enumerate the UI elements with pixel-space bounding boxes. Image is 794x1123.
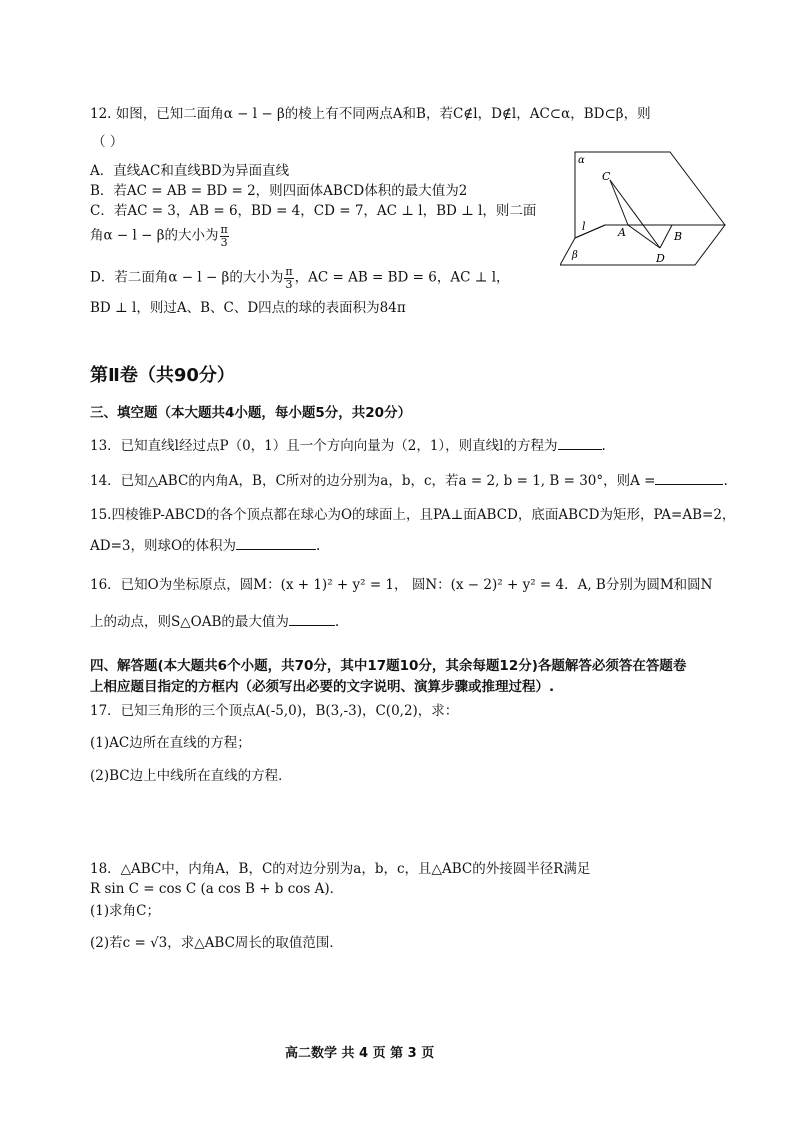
q12-option-c-text: 角α − l − β的大小为 [90, 227, 219, 244]
q12-stem: 12. 如图，已知二面角α − l − β的棱上有不同两点A和B，若C∉l，D∉l，AC⊂α，BD⊂β，则 [90, 106, 651, 122]
answer-blank [236, 548, 316, 550]
label-l: l [582, 220, 586, 233]
label-alpha: α [578, 155, 585, 166]
q13: 13．已知直线l经过点P（0，1）且一个方向向量为（2，1），则直线l的方程为 . [90, 438, 606, 454]
q15-text: AD=3，则球O的体积为 [90, 538, 237, 554]
label-a: A [618, 226, 626, 239]
section-title: 第Ⅱ卷（共90分） [90, 365, 235, 386]
segment-ca [610, 180, 628, 225]
segment-bd [660, 225, 672, 248]
q14: 14．已知△ABC的内角A，B，C所对的边分别为a，b，c，若a = 2, b = 1, B = 30°，则A = . [90, 473, 728, 489]
q16-line2: 上的动点，则S△OAB的最大值为 . [90, 614, 340, 630]
part4-heading-line1: 四、解答题(本大题共6个小题，共70分，其中17题10分，其余每题12分)各题解答必须答在答题卷 [90, 658, 687, 674]
answer-blank [289, 624, 335, 626]
q12-option-d-line2: BD ⊥ l，则过A、B、C、D四点的球的表面积为84π [90, 300, 406, 316]
q12-option-b: B．若AC = AB = BD = 2，则四面体ABCD体积的最大值为2 [90, 183, 468, 199]
q13-text: 13．已知直线l经过点P（0，1）且一个方向向量为（2，1），则直线l的方程为 [90, 438, 558, 454]
answer-blank [655, 483, 723, 485]
pi-over-3-fraction: $\frac{\pi}{3}$ [285, 265, 293, 291]
q14-text: 14．已知△ABC的内角A，B，C所对的边分别为a，b，c，若a = 2, b = 1, B = 30°，则A = [90, 473, 656, 489]
q17-part2: (2)BC边上中线所在直线的方程． [90, 768, 292, 784]
q12-answer-paren: （ ） [92, 134, 124, 150]
q18-part1: (1)求角C； [90, 903, 160, 919]
page-footer: 高二数学 共 4 页 第 3 页 [285, 1046, 435, 1061]
label-d: D [656, 252, 665, 265]
q12-option-d-line1 [90, 266, 510, 290]
q12-option-d-text-b: ，AC = AB = BD = 6，AC ⊥ l， [294, 269, 510, 286]
q17-part1: (1)AC边所在直线的方程； [90, 735, 251, 751]
label-c: C [602, 170, 611, 183]
edge-l [575, 225, 605, 238]
part4-heading-line2: 上相应题目指定的方框内（必须写出必要的文字说明、演算步骤或推理过程）. [90, 679, 555, 695]
dihedral-angle-figure [560, 150, 730, 270]
answer-blank [558, 448, 602, 450]
pi-over-3-fraction: $\frac{\pi}{3}$ [220, 223, 228, 249]
q18-part2: (2)若c = √3，求△ABC周长的取值范围． [90, 935, 343, 951]
label-beta: β [572, 250, 578, 261]
q12-option-c-line1: C．若AC = 3，AB = 6，BD = 4，CD = 7，AC ⊥ l，BD ⊥ l，则二面 [90, 203, 537, 219]
q18-stem-line1: 18．△ABC中，内角A，B，C的对边分别为a，b，c，且△ABC的外接圆半径R满足 [90, 861, 591, 877]
segment-ad [628, 225, 660, 248]
q12-option-a: A．直线AC和直线BD为异面直线 [90, 163, 290, 179]
label-b: B [674, 230, 683, 243]
q16-text: 上的动点，则S△OAB的最大值为 [90, 614, 289, 630]
q18-stem-line2: R sin C = cos C (a cos B + b cos A)． [90, 881, 344, 897]
q17-stem: 17．已知三角形的三个顶点A(-5,0)，B(3,-3)，C(0,2)，求： [90, 703, 459, 719]
q16-line1: 16．已知O为坐标原点，圆M：(x + 1)² + y² = 1， 圆N：(x − 2)² + y² = 4．A, B分别为圆M和圆N [90, 577, 713, 593]
q15-line2: AD=3，则球O的体积为 . [90, 538, 321, 554]
part3-heading: 三、填空题（本大题共4小题，每小题5分，共20分） [90, 405, 412, 421]
q12-option-d-text-a: D．若二面角α − l − β的大小为 [90, 269, 284, 286]
q15-line1: 15.四棱锥P-ABCD的各个顶点都在球心为O的球面上，且PA⊥面ABCD，底面ABCD为矩形，PA=AB=2， [90, 507, 736, 523]
q12-option-c-line2 [90, 224, 230, 248]
